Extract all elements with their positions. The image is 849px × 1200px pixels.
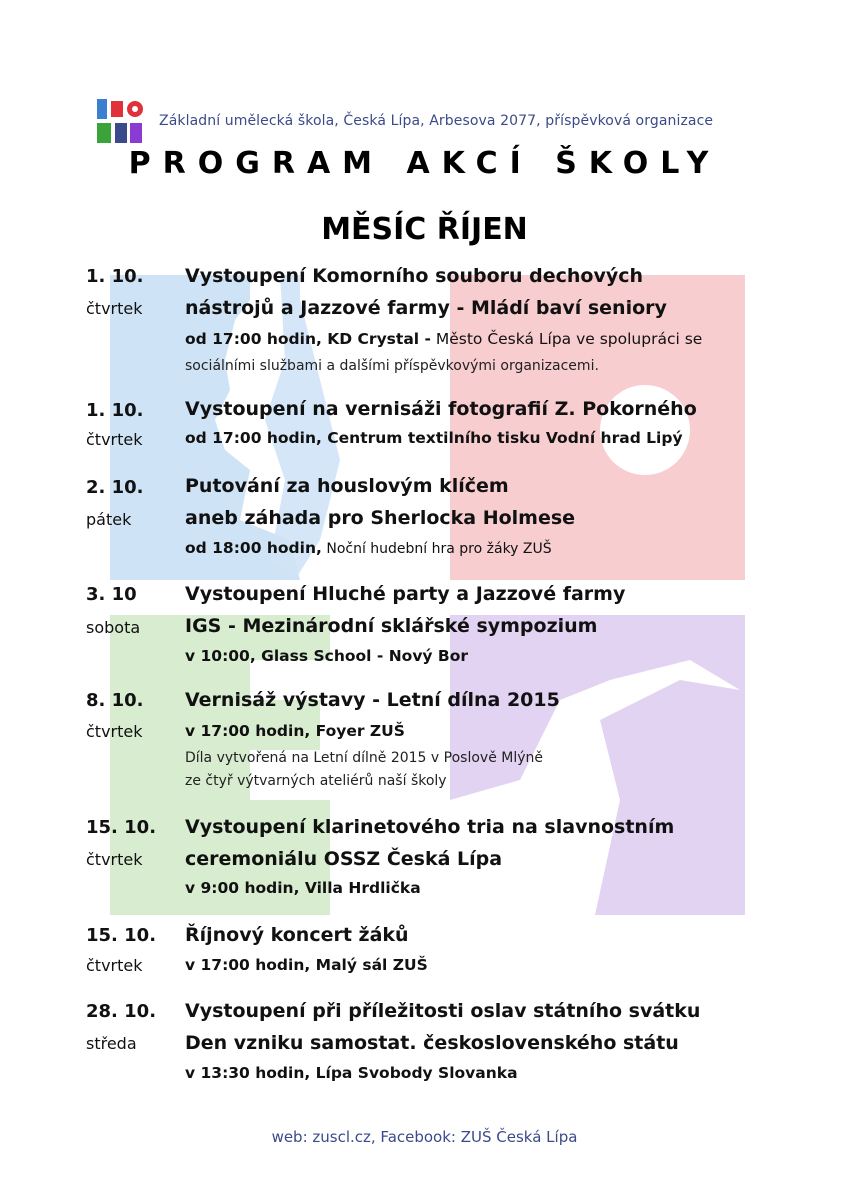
event-date: 28. 10. [86, 1001, 157, 1022]
event-place: Villa Hrdlička [299, 879, 421, 897]
event-date: 15. 10. [86, 817, 157, 838]
event-time: od 17:00 hodin, [185, 429, 322, 447]
event-place: Centrum textilního tisku Vodní hrad Lipý [321, 429, 683, 447]
event-time-place: od 17:00 hodin, KD Crystal - [185, 330, 431, 348]
header [95, 96, 713, 146]
month-heading: MĚSÍC ŘÍJEN [321, 212, 528, 247]
event-detail-text: Město Česká Lípa ve spolupráci se [430, 330, 703, 348]
event-time: v 17:00 hodin, [185, 722, 311, 740]
event-day: čtvrtek [86, 430, 143, 449]
event-title: Vernisáž výstavy - Letní dílna 2015 [185, 689, 560, 711]
event-place: Glass School - Nový Bor [255, 647, 469, 665]
event-day: sobota [86, 618, 141, 637]
event-title-line2: IGS - Mezinárodní sklářské sympozium [185, 615, 598, 637]
event-title: Vystoupení při příležitosti oslav státního svátku [185, 1000, 701, 1022]
event-detail [185, 330, 702, 348]
event-time: v 13:30 hodin, [185, 1064, 311, 1082]
page-title: PROGRAM AKCÍ ŠKOLY [128, 146, 721, 181]
event-detail-line2: sociálními službami a dalšími příspěvkovými organizacemi. [185, 358, 599, 374]
event-day: čtvrtek [86, 722, 143, 741]
event-date: 1. 10. [86, 266, 144, 287]
event-note-line2: ze čtyř výtvarných ateliérů naší školy [185, 773, 447, 789]
event-title: Putování za houslovým klíčem [185, 475, 509, 497]
event-title-line2: aneb záhada pro Sherlocka Holmese [185, 507, 576, 529]
event-title-line2: ceremoniálu OSSZ Česká Lípa [185, 848, 503, 870]
event-time: od 18:00 hodin, [185, 539, 322, 557]
event-day: čtvrtek [86, 956, 143, 975]
organization-name: Základní umělecká škola, Česká Lípa, Arbesova 2077, příspěvková organizace [159, 113, 714, 129]
event-date: 8. 10. [86, 690, 144, 711]
event-title: Vystoupení Hluché party a Jazzové farmy [185, 583, 626, 605]
event-time: v 9:00 hodin, [185, 879, 300, 897]
footer-contact: web: zuscl.cz, Facebook: ZUŠ Česká Lípa [271, 1128, 578, 1146]
event-date: 2. 10. [86, 477, 144, 498]
event-title: Vystoupení na vernisáži fotografií Z. Pokorného [185, 398, 697, 420]
event-detail [185, 539, 552, 557]
event-day: čtvrtek [86, 299, 143, 318]
event-detail [185, 647, 468, 665]
event-place: Malý sál ZUŠ [310, 956, 428, 974]
event-place: Foyer ZUŠ [310, 722, 405, 740]
event-note: Díla vytvořená na Letní dílně 2015 v Poslově Mlýně [185, 750, 543, 766]
event-title: Vystoupení Komorního souboru dechových [185, 265, 644, 287]
event-detail [185, 722, 405, 740]
event-day: pátek [86, 510, 132, 529]
event-day: čtvrtek [86, 850, 143, 869]
event-title-line2: nástrojů a Jazzové farmy - Mládí baví seniory [185, 297, 667, 319]
event-date: 3. 10 [86, 584, 137, 605]
event-title: Říjnový koncert žáků [185, 924, 409, 946]
event-day: středa [86, 1034, 137, 1053]
event-detail-text: Noční hudební hra pro žáky ZUŠ [321, 541, 552, 557]
event-time: v 17:00 hodin, [185, 956, 311, 974]
event-date: 1. 10. [86, 400, 144, 421]
school-logo [95, 97, 145, 145]
event-detail [185, 879, 421, 897]
event-time: v 10:00, [185, 647, 256, 665]
event-title-line2: Den vzniku samostat. československého státu [185, 1032, 679, 1054]
event-date: 15. 10. [86, 925, 157, 946]
event-place: Lípa Svobody Slovanka [310, 1064, 518, 1082]
event-detail [185, 429, 683, 447]
event-title: Vystoupení klarinetového tria na slavnostním [185, 816, 675, 838]
event-detail [185, 956, 428, 974]
event-detail [185, 1064, 518, 1082]
